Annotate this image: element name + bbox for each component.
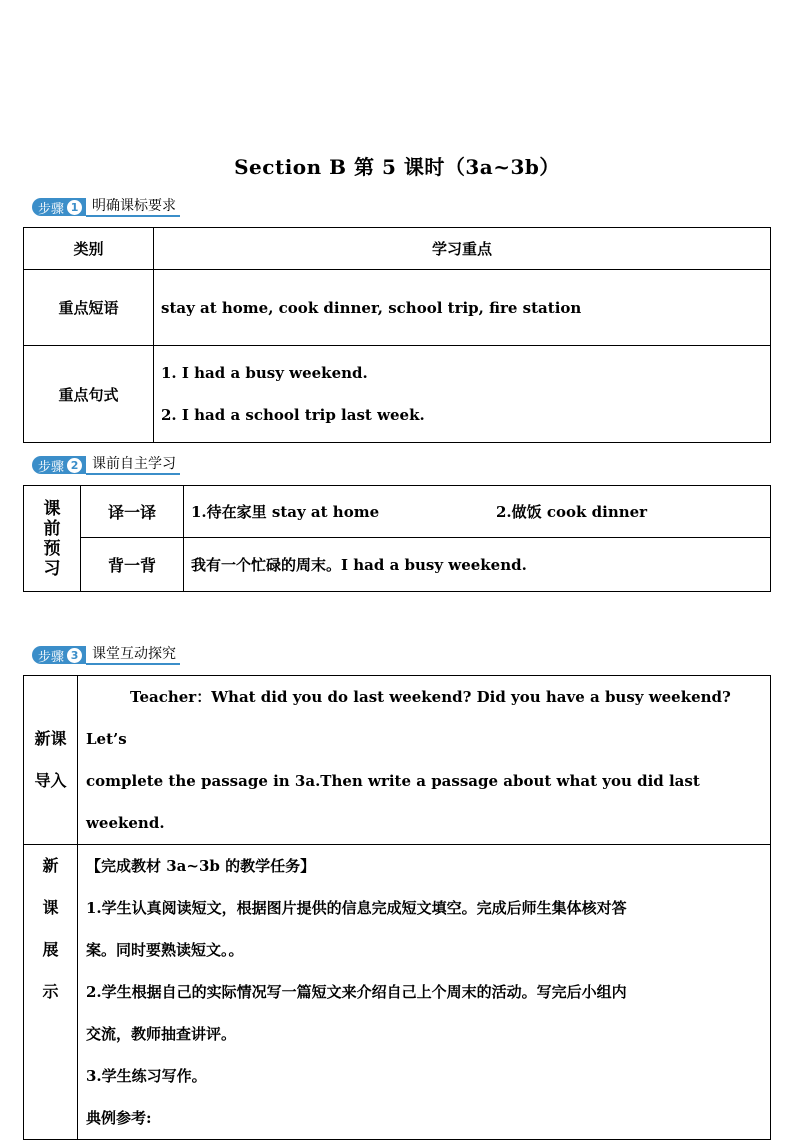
row-label-recite: 背一背 — [81, 538, 184, 592]
lesson-line: 交流，教师抽查讲评。 — [86, 1025, 237, 1043]
step-label: 课前自主学习 — [86, 455, 180, 475]
row-content-new-lesson — [78, 845, 771, 1140]
step-label: 课堂互动探究 — [86, 645, 180, 665]
row-label-intro: 新课 导入 — [24, 676, 78, 845]
page-title: Section B 第 5 课时（3a~3b） — [234, 155, 560, 179]
row-content-intro — [78, 676, 771, 845]
lesson-line: 【完成教材 3a~3b 的教学任务】 — [86, 857, 316, 875]
lesson-line: 1.学生认真阅读短文，根据图片提供的信息完成短文填空。完成后师生集体核对答 — [86, 899, 627, 917]
row-content-sentences — [154, 346, 771, 443]
row-content-recite: 我有一个忙碌的周末。I had a busy weekend. — [184, 538, 771, 592]
row-label-translate: 译一译 — [81, 486, 184, 538]
pre-class-side-label: 课 前 预 习 — [24, 486, 81, 592]
step-badge: 步骤 3 — [32, 646, 86, 664]
lesson-line: 案。同时要熟读短文。。 — [86, 941, 244, 959]
row-label-phrases: 重点短语 — [24, 270, 154, 346]
sentence-1: 1. I had a busy weekend. — [161, 364, 368, 382]
lesson-line: 典例参考: — [86, 1109, 152, 1127]
translate-item-2: 2.做饭 cook dinner — [496, 503, 648, 521]
lesson-line: 2.学生根据自己的实际情况写一篇短文来介绍自己上个周末的活动。写完后小组内 — [86, 983, 627, 1001]
col-header-category: 类别 — [24, 228, 154, 270]
sentence-2: 2. I had a school trip last week. — [161, 406, 425, 424]
step-badge: 步骤 1 — [32, 198, 86, 216]
col-header-key-points: 学习重点 — [154, 228, 771, 270]
row-content-translate — [184, 486, 771, 538]
step-1-heading — [32, 197, 180, 217]
row-content-phrases: stay at home, cook dinner, school trip, fire station — [154, 270, 771, 346]
intro-line-2: complete the passage in 3a.Then write a passage about what you did last weekend. — [86, 772, 700, 832]
pre-class-table — [23, 485, 771, 592]
intro-line-1: Teacher：What did you do last weekend? Did you have a busy weekend? Let’s — [86, 688, 731, 748]
lesson-line: 3.学生练习写作。 — [86, 1067, 207, 1085]
row-label-new-lesson: 新 课 展 示 — [24, 845, 78, 1140]
step-label: 明确课标要求 — [86, 197, 180, 217]
step-3-heading — [32, 645, 180, 665]
row-label-sentences: 重点句式 — [24, 346, 154, 443]
step-badge: 步骤 2 — [32, 456, 86, 474]
key-points-table — [23, 227, 771, 443]
step-2-heading — [32, 455, 180, 475]
classroom-table — [23, 675, 771, 1140]
translate-item-1: 1.待在家里 stay at home — [191, 503, 380, 521]
